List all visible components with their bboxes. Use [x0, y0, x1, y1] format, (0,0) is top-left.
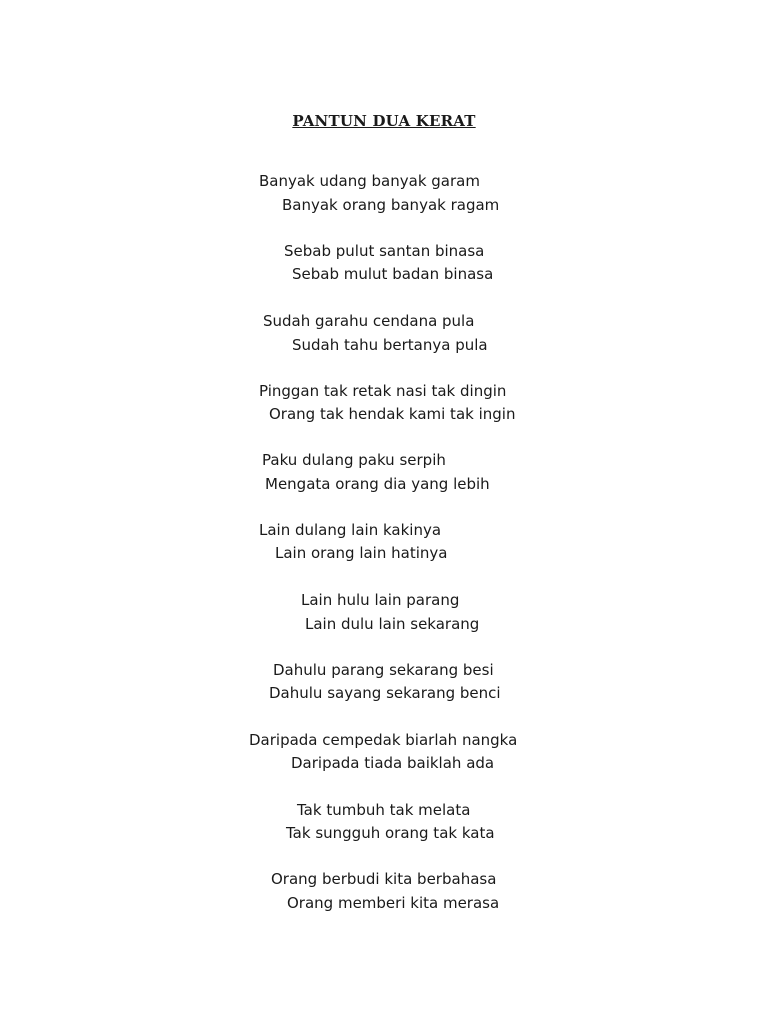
stanza-line: Tak sungguh orang tak kata: [286, 824, 495, 842]
stanza-line: Pinggan tak retak nasi tak dingin: [259, 382, 507, 400]
stanza-line: Orang berbudi kita berbahasa: [271, 870, 497, 888]
stanza-line: Dahulu parang sekarang besi: [273, 661, 494, 679]
stanza-line: Lain hulu lain parang: [301, 591, 460, 609]
stanza-line: Sebab mulut badan binasa: [292, 265, 494, 283]
stanza-line: Tak tumbuh tak melata: [297, 801, 471, 819]
stanza-line: Daripada cempedak biarlah nangka: [249, 731, 518, 749]
stanza-line: Sebab pulut santan binasa: [284, 242, 485, 260]
stanza-line: Orang memberi kita merasa: [287, 894, 500, 912]
stanza-line: Daripada tiada baiklah ada: [291, 754, 495, 772]
stanza-line: Lain orang lain hatinya: [275, 544, 448, 562]
stanza-line: Sudah tahu bertanya pula: [292, 336, 488, 354]
stanza-line: Lain dulu lain sekarang: [305, 615, 480, 633]
stanza-line: Sudah garahu cendana pula: [263, 312, 475, 330]
stanza-line: Banyak orang banyak ragam: [282, 196, 500, 214]
stanza-line: Paku dulang paku serpih: [262, 451, 446, 469]
stanza-line: Lain dulang lain kakinya: [259, 521, 442, 539]
stanza-line: Mengata orang dia yang lebih: [265, 475, 490, 493]
stanza-line: Banyak udang banyak garam: [259, 172, 480, 190]
page-title: PANTUN DUA KERAT: [292, 112, 476, 130]
stanza-line: Dahulu sayang sekarang benci: [269, 684, 501, 702]
stanza-line: Orang tak hendak kami tak ingin: [269, 405, 516, 423]
